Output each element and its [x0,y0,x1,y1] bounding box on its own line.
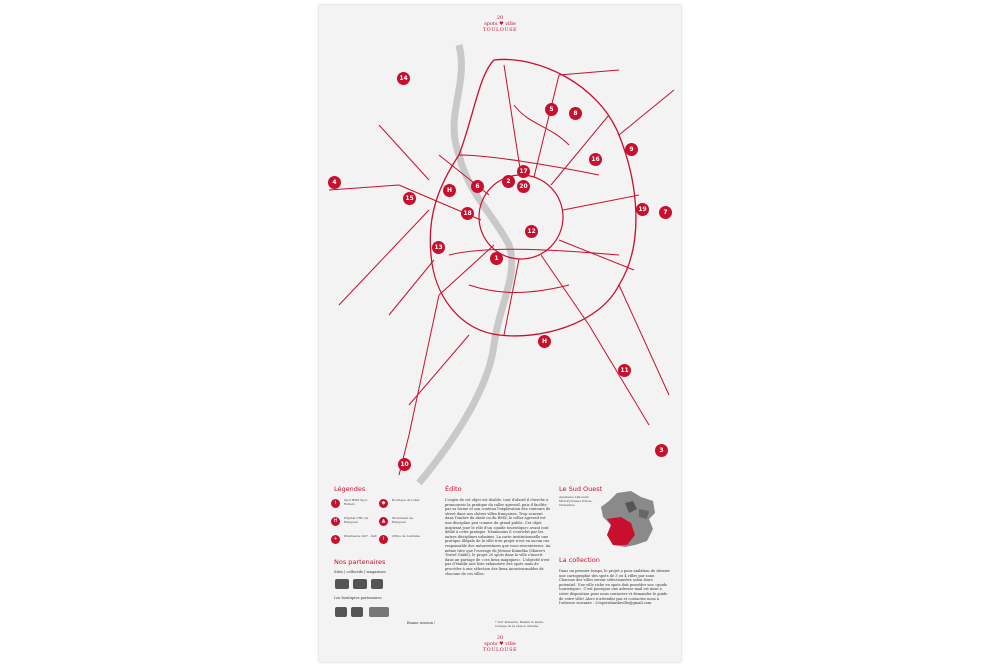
france-map [597,489,659,551]
map-pin[interactable]: 7 [659,206,672,219]
spot-icon: i [331,499,340,508]
map-pin[interactable]: H [538,335,551,348]
map-pin[interactable]: 19 [636,203,649,216]
map-pin[interactable]: 16 [589,153,602,166]
edito-title: Édito [445,485,462,493]
partner-logo[interactable] [353,579,367,589]
partners-title: Nos partenaires [334,558,386,566]
pharmacy-icon: + [331,535,340,544]
brand-logo-top: 20 spots ♥ ville TOULOUSE [482,15,518,33]
edito-body: L'enjeu de cet objet est double, tout d'abord il cherche à promouvoir la pratique du roller agressif, puis il facilite par sa forme et son contenu l'exploration des contours de street dans nos chères villes françaises. Trop souvent dans l'ombre du skate ou du BMX, le roller agressif est une discipline peu connue du grand public. Cet objet inspirant joue le rôle d'un «guide touristique» avant tout dédié à cette pratique. Néanmoins il s'enrichit par les autres disciplines urbaines. La carte institutionnelle une pratique illégale de la ville n'en projet n'est en aucun cas responsable des mésaventures que vous rencontrerez. Au même titre que l'ouvrage de Jérome Kumelka (Skater's Travel Guide), le projet 20 spots dans la ville s'inscrit dans un partage de «ces lieux magiques». L'objectif n'est pas d'établir une liste exhaustive des spots mais de procéder à une sélection des lieux incontournables de chacune de ces villes. [445,498,551,576]
map-pin[interactable]: 17 [517,165,530,178]
monument-icon: ▲ [379,517,388,526]
legend-title: Légendes [334,485,366,493]
map-pin[interactable]: 18 [461,207,474,220]
map-pin[interactable]: 3 [655,444,668,457]
collection-body: Dans un premier temps, le projet a pour ambition de dresser une cartographie des spots de 3 ou 4 villes par zone. Chacune des villes seront sélectionnées selon leurs potentiel. Une ville riche en spots doit posséder son «guide touristique». C'est pourquoi une adresse mail est mise à votre disposition pour nous contacter et demander le guide de votre ville! Alors n'attendez pas et contactez nous à l'adresse suivante : 20spotsdanslaville@gmail.com [559,569,671,606]
brand-logo-bottom: 20 spots ♥ ville TOULOUSE [482,635,518,653]
map-pin[interactable]: 6 [471,180,484,193]
map-pin[interactable]: 11 [618,364,631,377]
legend-item: i Office de tourisme [379,535,426,544]
footer-greeting: Bonne session ! [407,621,436,625]
map-pin[interactable]: 1 [490,252,503,265]
partners-subtitle: Sites | collectifs | magazines [334,570,386,574]
info-icon: i [379,535,388,544]
shop-icon: ◆ [379,499,388,508]
partner-logo[interactable] [335,579,349,589]
legend-item: ▲ Monument de Rangueil [379,517,426,526]
legend-item: H Hôpital CHU de Rangueil [331,517,378,526]
sud-ouest-title: Le Sud Ouest [559,485,603,493]
map-pin[interactable]: H [443,184,456,197]
shops-title: Les boutiques partenaires [334,596,382,600]
legend-item: i Spot BMX Spot Rollers [331,499,378,508]
map-pin[interactable]: 9 [625,143,638,156]
map-pin[interactable]: 8 [569,107,582,120]
hospital-icon: H [331,517,340,526]
sud-ouest-regions: Aquitaine Limousin Midi-Pyrénées Poitou-Charentes [559,495,593,507]
shop-logo[interactable] [351,607,363,617]
collection-title: La collection [559,556,600,564]
map-pin[interactable]: 10 [398,458,411,471]
edito-note: * Voir Pollaerts, Ballets & skate-roulage de la région urbaine [495,620,544,628]
map-pin[interactable]: 5 [545,103,558,116]
map-pin[interactable]: 14 [397,72,410,85]
legend-item: ◆ Boutique de roller [379,499,426,508]
shop-logo[interactable] [335,607,347,617]
city-map [319,5,681,485]
partner-logo[interactable] [371,579,383,589]
map-pin[interactable]: 20 [517,180,530,193]
map-pin[interactable]: 13 [432,241,445,254]
map-pin[interactable]: 12 [525,225,538,238]
shop-logo[interactable] [369,607,389,617]
map-pin[interactable]: 15 [403,192,416,205]
map-brochure [319,5,681,662]
map-pin[interactable]: 2 [502,175,515,188]
map-pin[interactable]: 4 [328,176,341,189]
legend-item: + Pharmacie 24/7 - SAV [331,535,378,544]
